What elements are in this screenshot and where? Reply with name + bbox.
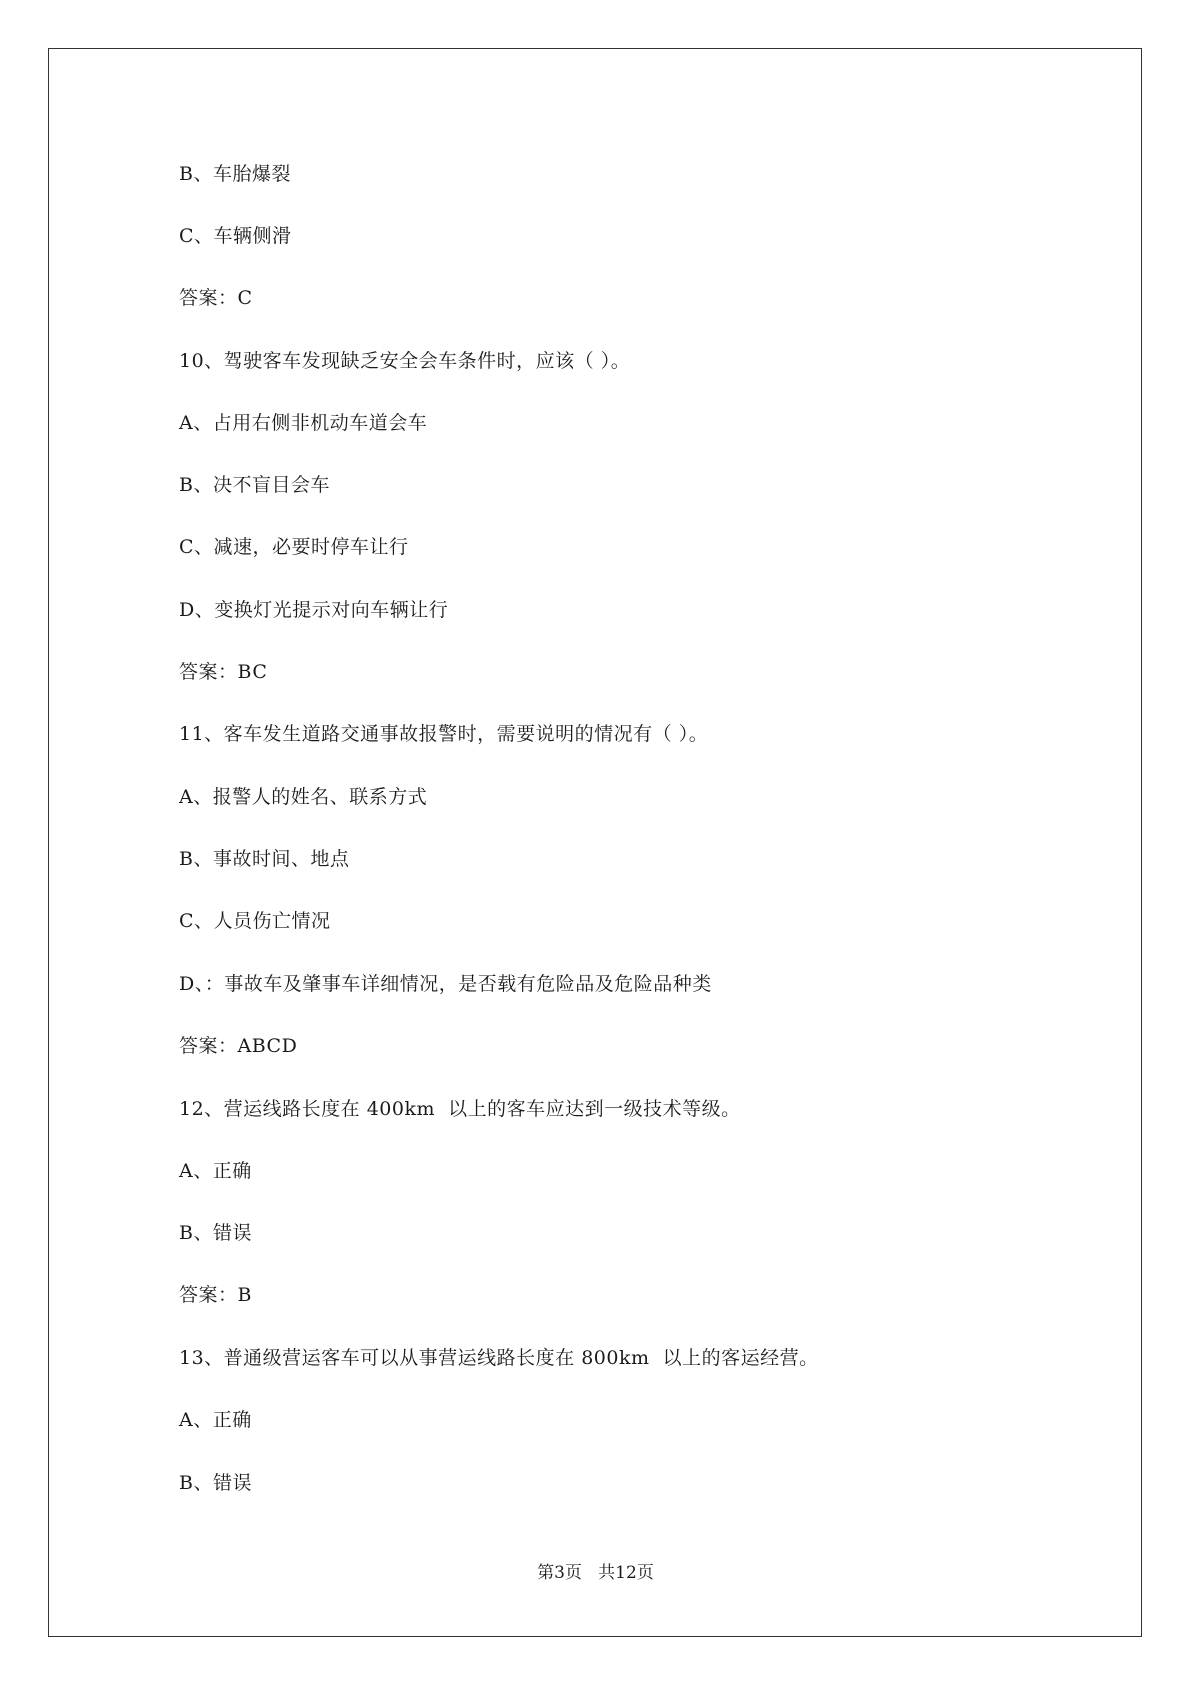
option-text: B、错误 [179, 1472, 252, 1494]
option-text: B、车胎爆裂 [179, 163, 291, 185]
option-text: A、报警人的姓名、联系方式 [179, 786, 428, 808]
option-text: B、决不盲目会车 [179, 474, 330, 496]
answer-text: 答案：ABCD [179, 1035, 298, 1057]
question-text: 10、驾驶客车发现缺乏安全会车条件时，应该（ ）。 [179, 350, 631, 372]
option-text: D、变换灯光提示对向车辆让行 [179, 599, 449, 621]
option-text: C、车辆侧滑 [179, 225, 292, 247]
option-text: A、正确 [179, 1409, 252, 1431]
option-text: A、正确 [179, 1160, 252, 1182]
answer-text: 答案：B [179, 1284, 252, 1306]
option-text: C、人员伤亡情况 [179, 910, 331, 932]
question-text: 13、普通级营运客车可以从事营运线路长度在 800km 以上的客运经营。 [179, 1347, 819, 1369]
option-text: C、减速，必要时停车让行 [179, 536, 409, 558]
option-text: B、错误 [179, 1222, 252, 1244]
option-text: D、：事故车及肇事车详细情况，是否载有危险品及危险品种类 [179, 973, 712, 995]
answer-text: 答案：C [179, 287, 253, 309]
question-text: 11、客车发生道路交通事故报警时，需要说明的情况有（ ）。 [179, 723, 709, 745]
option-text: B、事故时间、地点 [179, 848, 350, 870]
question-text: 12、营运线路长度在 400km 以上的客车应达到一级技术等级。 [179, 1098, 741, 1120]
page-footer: 第3页 共12页 [537, 1563, 654, 1583]
option-text: A、占用右侧非机动车道会车 [179, 412, 428, 434]
answer-text: 答案：BC [179, 661, 268, 683]
